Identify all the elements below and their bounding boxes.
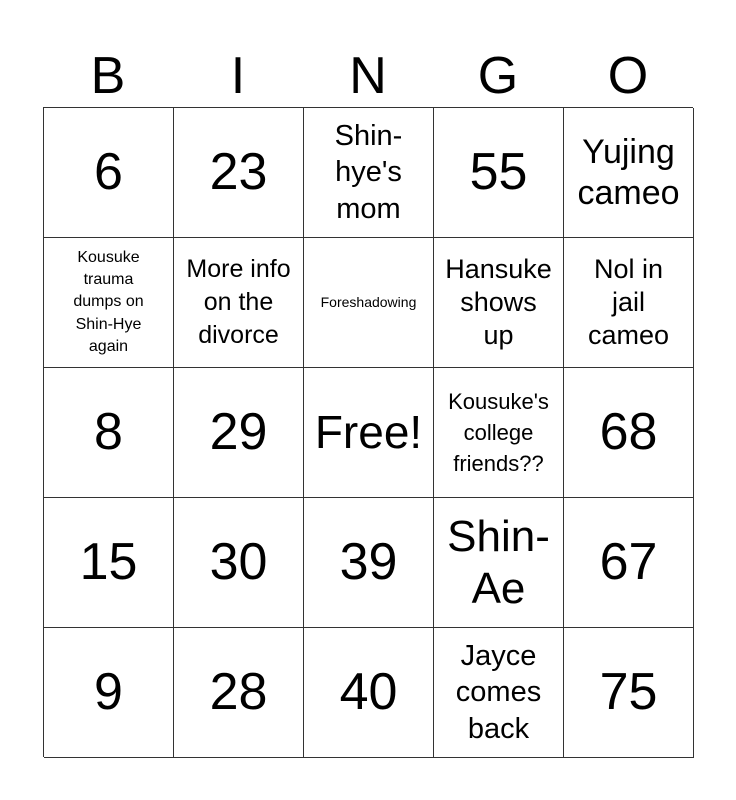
bingo-cell[interactable]: 29 xyxy=(174,368,304,498)
bingo-cell[interactable]: 40 xyxy=(304,628,434,758)
bingo-cell[interactable]: Nol in jail cameo xyxy=(564,238,694,368)
free-space-cell[interactable]: Free! xyxy=(304,368,434,498)
bingo-cell[interactable]: Jayce comes back xyxy=(434,628,564,758)
bingo-cell[interactable]: 28 xyxy=(174,628,304,758)
bingo-cell[interactable]: Foreshadowing xyxy=(304,238,434,368)
bingo-board xyxy=(43,107,693,757)
bingo-cell[interactable]: 23 xyxy=(174,108,304,238)
header-letter-o: O xyxy=(607,47,649,105)
bingo-cell[interactable]: 30 xyxy=(174,498,304,628)
bingo-cell[interactable]: Kousuke's college friends?? xyxy=(434,368,564,498)
bingo-cell[interactable]: 9 xyxy=(44,628,174,758)
bingo-cell[interactable]: 15 xyxy=(44,498,174,628)
bingo-cell[interactable]: 55 xyxy=(434,108,564,238)
bingo-cell[interactable]: 39 xyxy=(304,498,434,628)
bingo-cell[interactable]: 8 xyxy=(44,368,174,498)
bingo-cell[interactable]: Yujing cameo xyxy=(564,108,694,238)
bingo-cell[interactable]: More info on the divorce xyxy=(174,238,304,368)
bingo-cell[interactable]: 6 xyxy=(44,108,174,238)
header-letter-n: N xyxy=(349,47,387,105)
bingo-cell[interactable]: 68 xyxy=(564,368,694,498)
bingo-cell[interactable]: Kousuke trauma dumps on Shin-Hye again xyxy=(44,238,174,368)
header-letter-i: I xyxy=(230,47,246,105)
bingo-cell[interactable]: Shin- hye's mom xyxy=(304,108,434,238)
bingo-cell[interactable]: 67 xyxy=(564,498,694,628)
header-letter-b: B xyxy=(90,47,126,105)
bingo-header xyxy=(43,45,693,107)
header-letter-g: G xyxy=(477,47,519,105)
bingo-cell[interactable]: 75 xyxy=(564,628,694,758)
bingo-cell[interactable]: Hansuke shows up xyxy=(434,238,564,368)
bingo-cell[interactable]: Shin- Ae xyxy=(434,498,564,628)
